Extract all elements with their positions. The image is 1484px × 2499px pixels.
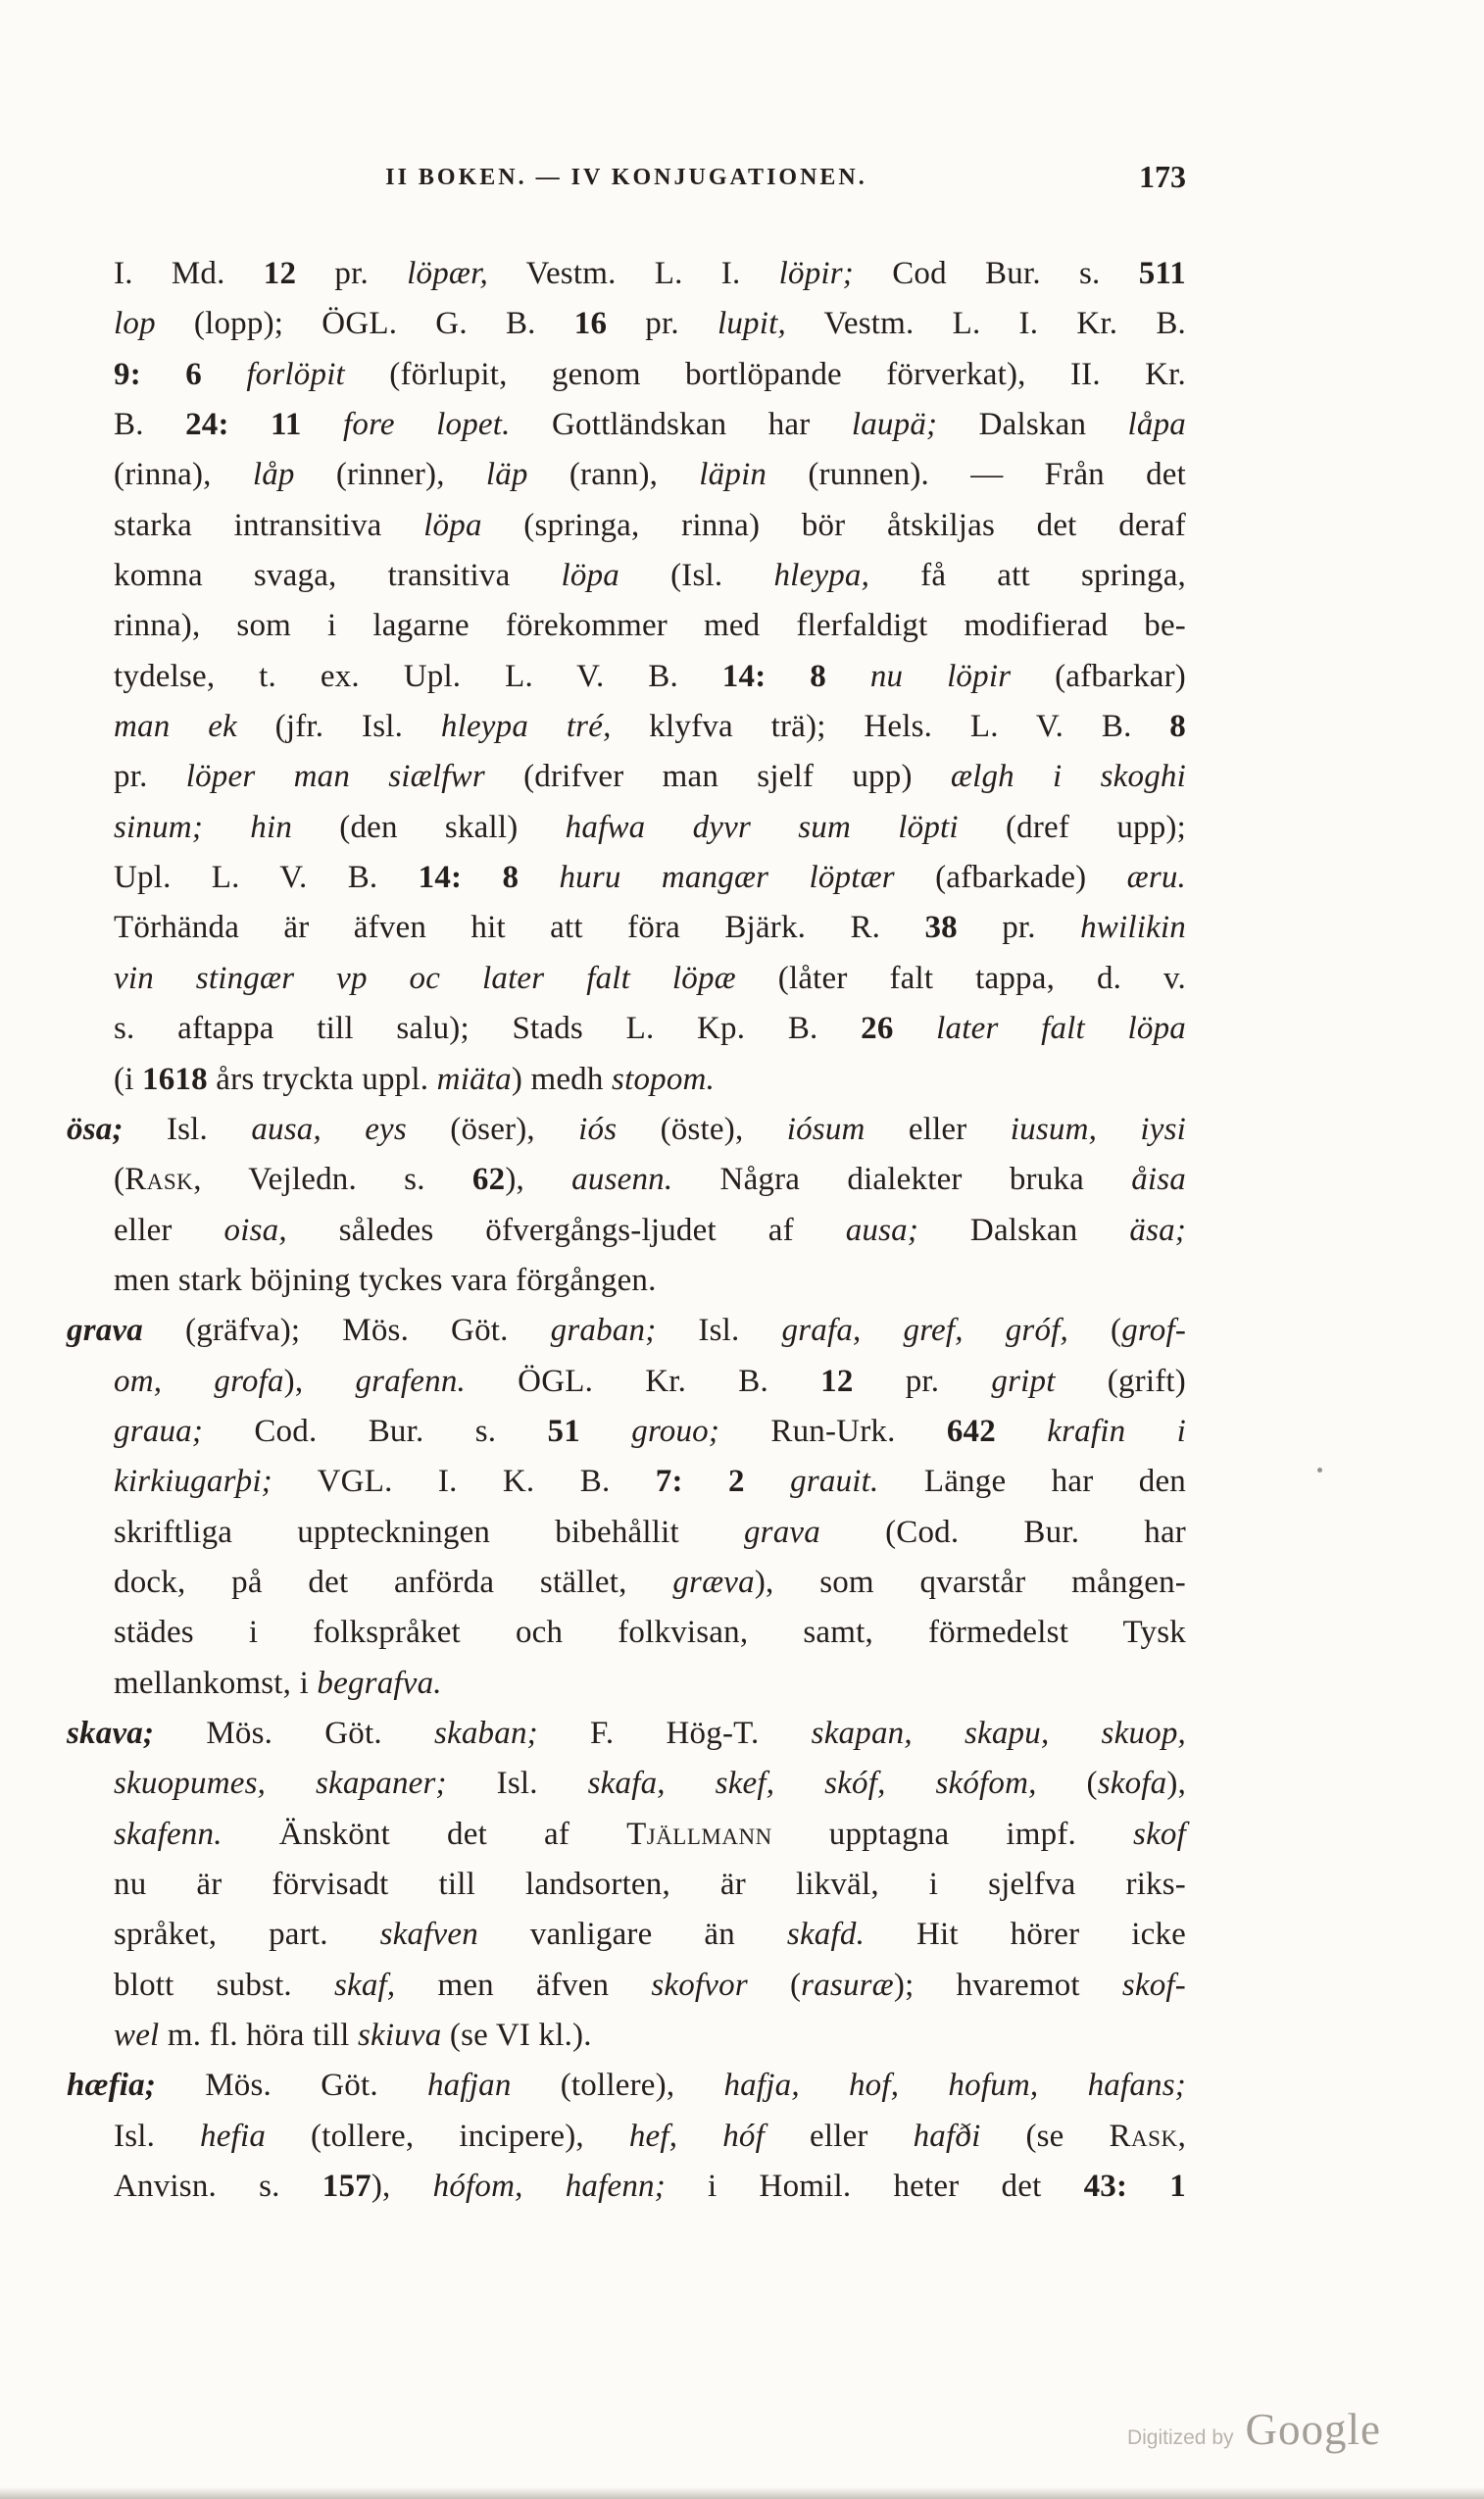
text-segment: ),	[283, 1363, 356, 1399]
text-line	[67, 1558, 1186, 1608]
text-segment	[580, 1414, 631, 1449]
text-line	[67, 1457, 1186, 1507]
text-segment: (	[747, 1967, 802, 2003]
text-segment: löpir;	[778, 256, 854, 291]
text-segment	[519, 860, 559, 895]
digitized-by-label: Digitized by	[1126, 2426, 1234, 2449]
text-segment: mellankomst, i	[114, 1665, 318, 1701]
text-line	[67, 1004, 1186, 1054]
text-segment: ælgh i skoghi	[950, 759, 1186, 795]
text-segment: 8	[1169, 709, 1186, 745]
text-segment: års tryckta uppl.	[207, 1061, 437, 1097]
text-segment: (jfr. Isl.	[236, 709, 441, 745]
text-segment: iusum, iysi	[1010, 1111, 1187, 1147]
text-segment: komna svaga, transitiva	[114, 558, 562, 594]
text-segment: läpin	[699, 457, 767, 493]
text-segment: 38	[924, 910, 958, 946]
text-segment: i Homil. heter det	[665, 2169, 1084, 2205]
text-segment	[826, 659, 870, 694]
page-number: 173	[1139, 159, 1186, 194]
text-segment: eller	[765, 2118, 914, 2154]
text-line	[67, 1206, 1186, 1256]
text-segment: Isl.	[446, 1766, 588, 1802]
text-segment: Isl.	[656, 1313, 782, 1349]
text-segment: Run-Urk.	[719, 1413, 947, 1449]
text-segment: fore lopet.	[343, 407, 511, 443]
text-segment: 157	[322, 2169, 371, 2205]
text-segment: (tollere, incipere),	[266, 2118, 629, 2154]
text-segment: Cod Bur. s.	[854, 256, 1139, 291]
text-segment: nu löpir	[869, 658, 1012, 694]
text-segment: skofvor	[651, 1967, 748, 2003]
text-segment: Änskönt det af	[222, 1816, 627, 1852]
text-segment: m. fl. höra till	[159, 2018, 358, 2054]
text-segment: Dalskan	[918, 1212, 1130, 1248]
text-segment: löpa	[561, 558, 619, 594]
text-segment: Mös. Göt.	[154, 1715, 434, 1751]
text-segment: Cod. Bur. s.	[203, 1413, 548, 1449]
text-segment: men äfven	[395, 1967, 652, 2003]
text-segment: hæfia;	[67, 2068, 157, 2104]
text-segment: skaban;	[433, 1715, 538, 1751]
text-line	[67, 2011, 1186, 2061]
text-segment: iósum	[786, 1111, 866, 1147]
text-line	[67, 2112, 1186, 2162]
text-segment: graua;	[114, 1413, 204, 1449]
text-segment: skava;	[67, 1715, 155, 1751]
text-segment: oisa,	[223, 1212, 287, 1248]
text-segment: 62	[471, 1162, 506, 1198]
text-segment: lupit,	[717, 306, 786, 342]
text-segment: Mös. Göt.	[156, 2068, 427, 2104]
text-segment: upptagna impf.	[771, 1816, 1134, 1852]
text-segment: Gottländskan har	[510, 407, 852, 443]
text-segment: græva	[672, 1564, 755, 1600]
text-segment: sinum; hin	[114, 809, 293, 845]
text-line	[67, 954, 1186, 1004]
text-segment	[202, 357, 246, 392]
text-segment: ),	[371, 2169, 433, 2205]
text-segment: ausa, eys	[251, 1111, 407, 1147]
page-bottom-edge	[0, 2487, 1484, 2499]
text-segment: miäta	[436, 1061, 512, 1097]
text-line	[67, 652, 1186, 702]
text-segment: Törhända är äfven hit att föra Bjärk. R.	[114, 910, 925, 946]
text-segment: om, grofa	[114, 1363, 284, 1399]
text-segment: hleypa,	[773, 558, 870, 594]
text-segment: lop	[114, 306, 156, 342]
text-segment: ÖGL. Kr. B.	[466, 1363, 821, 1399]
text-segment: Dalskan	[937, 407, 1128, 443]
text-segment: 14: 8	[721, 658, 826, 694]
text-line	[67, 1759, 1186, 1809]
text-segment: ösa;	[67, 1111, 124, 1147]
text-segment: F. Hög-T.	[537, 1715, 812, 1751]
text-segment: klyfva trä); Hels. L. V. B.	[611, 709, 1170, 745]
text-segment: grafenn.	[355, 1363, 466, 1399]
text-segment: 43: 1	[1083, 2169, 1186, 2205]
text-segment: 9: 6	[114, 356, 202, 392]
text-line	[67, 400, 1186, 450]
text-segment: gript	[991, 1363, 1056, 1399]
text-segment: 51	[547, 1413, 580, 1449]
text-segment: grauit.	[790, 1464, 879, 1500]
text-line	[67, 1306, 1186, 1356]
text-segment: grafa, gref, gróf,	[781, 1313, 1068, 1349]
text-segment: (	[1036, 1766, 1098, 1802]
text-segment: Länge har den	[878, 1464, 1187, 1500]
text-segment: rasuræ	[801, 1967, 894, 2003]
text-segment: ), som qvarstår mången-	[754, 1564, 1186, 1600]
text-segment: iós	[578, 1111, 618, 1147]
text-line	[67, 1407, 1186, 1457]
text-segment: huru mangær löptær	[559, 860, 895, 896]
text-segment: städes i folkspråket och folkvisan, samt, förmedelst Tysk	[114, 1615, 1186, 1651]
text-segment: (	[1068, 1313, 1122, 1349]
text-segment: kirkiugarþi;	[114, 1464, 272, 1500]
text-segment: man ek	[114, 709, 237, 745]
text-segment: nu är förvisadt till landsorten, är likväl, i sjelfva riks-	[114, 1867, 1186, 1902]
text-segment: pr.	[853, 1363, 992, 1399]
text-line	[67, 1105, 1186, 1155]
text-segment: Anvisn. s.	[114, 2169, 322, 2205]
body-text	[67, 249, 1186, 2212]
text-segment: hwilikin	[1080, 910, 1186, 946]
text-line	[67, 1608, 1186, 1658]
text-segment: vin stingær vp oc later falt löpæ	[114, 960, 736, 996]
text-segment: men stark böjning tyckes vara förgången.	[114, 1262, 657, 1298]
scan-speck-artifact	[1317, 1468, 1322, 1473]
text-segment: ),	[505, 1162, 572, 1198]
text-line	[67, 1659, 1186, 1709]
text-line	[67, 903, 1186, 953]
text-segment: blott subst.	[114, 1967, 334, 2003]
text-segment: graban;	[550, 1313, 657, 1349]
text-segment: (gräfva); Mös. Göt.	[143, 1313, 551, 1349]
text-segment: skiuva	[357, 2018, 442, 2054]
text-line	[67, 350, 1186, 400]
text-segment: (rann),	[527, 457, 700, 493]
text-segment: hefia	[200, 2118, 267, 2154]
text-segment: (afbarkar)	[1011, 658, 1186, 694]
text-segment: 14: 8	[418, 860, 519, 896]
text-segment: pr.	[114, 759, 186, 795]
text-segment	[745, 1464, 790, 1499]
text-segment: skofa	[1097, 1766, 1167, 1802]
text-segment: skafven	[379, 1917, 478, 1953]
text-segment: Tjällmann	[626, 1816, 772, 1852]
text-line	[67, 752, 1186, 802]
google-watermark: Google	[1245, 2405, 1381, 2454]
text-segment: (rinna),	[114, 457, 253, 493]
text-segment: dock, på det anförda stället,	[114, 1564, 673, 1600]
text-segment: äsa;	[1129, 1212, 1187, 1248]
text-segment: eller	[114, 1212, 224, 1248]
text-segment: ,	[1177, 2118, 1187, 2154]
text-segment: skof	[1133, 1816, 1186, 1852]
text-segment: ),	[1166, 1766, 1187, 1802]
text-segment: (lopp); ÖGL. G. B.	[155, 306, 574, 342]
text-segment: (den skall)	[292, 809, 566, 845]
text-segment: Vestm. L. I. Kr. B.	[785, 306, 1187, 342]
text-segment: VGL. I. K. B.	[272, 1464, 656, 1500]
text-line	[67, 1860, 1186, 1910]
text-segment: skaf,	[333, 1967, 396, 2003]
text-segment: (rinner),	[294, 457, 486, 493]
text-segment: (låter falt tappa, d. v.	[735, 960, 1186, 996]
text-segment: (afbarkade)	[894, 860, 1127, 896]
text-segment: wel	[114, 2018, 160, 2054]
text-segment: således öfvergångs-ljudet af	[286, 1212, 846, 1248]
text-segment: Hit hörer icke	[865, 1917, 1186, 1953]
text-segment: hafjan	[426, 2068, 512, 2104]
text-segment: (springa, rinna) bör åtskiljas det deraf	[481, 507, 1186, 543]
text-segment: Rask	[124, 1162, 194, 1198]
text-segment: (grift)	[1055, 1363, 1186, 1399]
text-line	[67, 551, 1186, 601]
text-segment: (Cod. Bur. har	[819, 1514, 1186, 1550]
text-segment: (Isl.	[618, 558, 774, 594]
text-segment: Upl. L. V. B.	[114, 860, 419, 896]
text-segment: æru.	[1126, 860, 1187, 896]
text-segment: skafa, skef, skóf, skófom,	[587, 1766, 1037, 1802]
text-segment: Isl.	[123, 1111, 252, 1147]
text-segment: eller	[865, 1111, 1011, 1147]
text-segment: skriftliga uppteckningen bibehållit	[114, 1514, 744, 1550]
text-segment: skapan, skapu, skuop,	[811, 1715, 1186, 1751]
text-segment: låpa	[1127, 407, 1186, 443]
text-segment: grof-	[1121, 1313, 1187, 1349]
text-line	[67, 1055, 1186, 1105]
text-segment: (öser),	[406, 1111, 579, 1147]
text-line	[67, 299, 1186, 349]
text-segment: ); hvaremot	[893, 1967, 1122, 2003]
text-segment: åisa	[1131, 1162, 1186, 1198]
text-segment: låp	[252, 457, 295, 493]
text-segment: skof-	[1121, 1967, 1186, 2003]
digitized-footer	[1127, 2404, 1381, 2455]
text-segment: ausa;	[845, 1212, 919, 1248]
text-segment: 7: 2	[655, 1464, 745, 1500]
text-segment: forlöpit	[246, 356, 345, 392]
text-segment: 1618	[142, 1061, 208, 1097]
text-segment: skuopumes, skapaner;	[114, 1766, 447, 1802]
text-segment: ausenn.	[571, 1162, 673, 1198]
text-segment: krafin i	[1047, 1413, 1186, 1449]
text-segment: löpa	[423, 507, 482, 543]
text-segment: läp	[485, 457, 528, 493]
text-line	[67, 1910, 1186, 1960]
text-segment: hafja, hof, hofum, hafans;	[723, 2068, 1186, 2104]
text-line	[67, 2162, 1186, 2212]
text-segment: hafði	[913, 2118, 981, 2154]
text-segment: Några dialekter bruka	[672, 1162, 1132, 1198]
text-segment: tydelse, t. ex. Upl. L. V. B.	[114, 658, 722, 694]
text-segment: B.	[114, 407, 186, 443]
text-line	[67, 1155, 1186, 1205]
text-segment: Isl.	[114, 2118, 201, 2154]
text-line	[67, 1508, 1186, 1558]
text-segment: (i	[114, 1061, 143, 1097]
text-segment: vanligare än	[477, 1917, 787, 1953]
text-line	[67, 2061, 1186, 2111]
text-segment: later falt löpa	[936, 1011, 1186, 1047]
text-segment: 24: 11	[185, 407, 302, 443]
text-segment: stopom.	[612, 1061, 716, 1097]
text-line	[67, 1256, 1186, 1306]
text-segment: 12	[263, 256, 297, 291]
text-line	[67, 501, 1186, 551]
text-segment: hófom, hafenn;	[432, 2169, 666, 2205]
text-segment: , Vejledn. s.	[193, 1162, 472, 1198]
text-line	[67, 1709, 1186, 1759]
text-segment: (	[114, 1162, 125, 1198]
text-line	[67, 1810, 1186, 1860]
text-segment	[302, 407, 343, 442]
text-segment: rinna), som i lagarne förekommer med flerfaldigt modifierad be-	[114, 608, 1186, 644]
text-segment: Rask	[1109, 2118, 1178, 2154]
text-segment: starka intransitiva	[114, 507, 424, 543]
text-segment: få att springa,	[869, 558, 1186, 594]
text-segment: (tollere),	[511, 2068, 724, 2104]
text-line	[67, 601, 1186, 651]
text-segment: (dref upp);	[958, 809, 1186, 845]
text-segment: löper man siælfwr	[185, 759, 485, 795]
text-segment: (runnen). — Från det	[767, 457, 1186, 493]
text-segment: Vestm. L. I.	[487, 256, 779, 291]
text-segment: skafenn.	[114, 1816, 223, 1852]
text-line	[67, 1357, 1186, 1407]
text-segment: grava	[743, 1514, 820, 1550]
text-segment: grouo;	[631, 1413, 720, 1449]
text-segment: pr.	[296, 256, 408, 291]
text-segment: grava	[67, 1313, 143, 1349]
text-segment: ) medh	[511, 1061, 613, 1097]
text-segment: hafwa dyvr sum löpti	[565, 809, 959, 845]
text-segment: språket, part.	[114, 1917, 380, 1953]
text-line	[67, 249, 1186, 299]
text-segment: löpær,	[407, 256, 488, 291]
text-segment: begrafva.	[317, 1665, 442, 1701]
text-segment: (se	[980, 2118, 1110, 2154]
text-line	[67, 853, 1186, 903]
text-line	[67, 450, 1186, 500]
text-segment: 642	[946, 1413, 996, 1449]
text-segment: hef, hóf	[628, 2118, 765, 2154]
page-header	[67, 159, 1186, 204]
text-line	[67, 803, 1186, 853]
text-segment: skafd.	[786, 1917, 866, 1953]
text-segment	[894, 1011, 937, 1046]
text-segment: I. Md.	[114, 256, 264, 291]
text-segment: laupä;	[851, 407, 938, 443]
text-segment: 16	[573, 306, 608, 342]
text-segment: (se VI kl.).	[441, 2018, 592, 2054]
text-segment: (öste),	[617, 1111, 787, 1147]
text-segment: 12	[820, 1363, 854, 1399]
text-line	[67, 1961, 1186, 2011]
text-line	[67, 702, 1186, 752]
text-segment: 511	[1138, 256, 1186, 291]
text-segment: (drifver man sjelf upp)	[484, 759, 951, 795]
text-segment: pr.	[957, 910, 1081, 946]
text-segment: s. aftappa till salu); Stads L. Kp. B.	[114, 1011, 862, 1047]
text-segment	[996, 1414, 1047, 1449]
text-segment: hleypa tré,	[440, 709, 612, 745]
text-segment: 26	[861, 1011, 894, 1047]
text-segment: (förlupit, genom bortlöpande förverkat), II. Kr.	[344, 356, 1186, 392]
running-title: II BOKEN. — IV KONJUGATIONEN.	[385, 165, 867, 190]
text-segment: pr.	[607, 306, 717, 342]
